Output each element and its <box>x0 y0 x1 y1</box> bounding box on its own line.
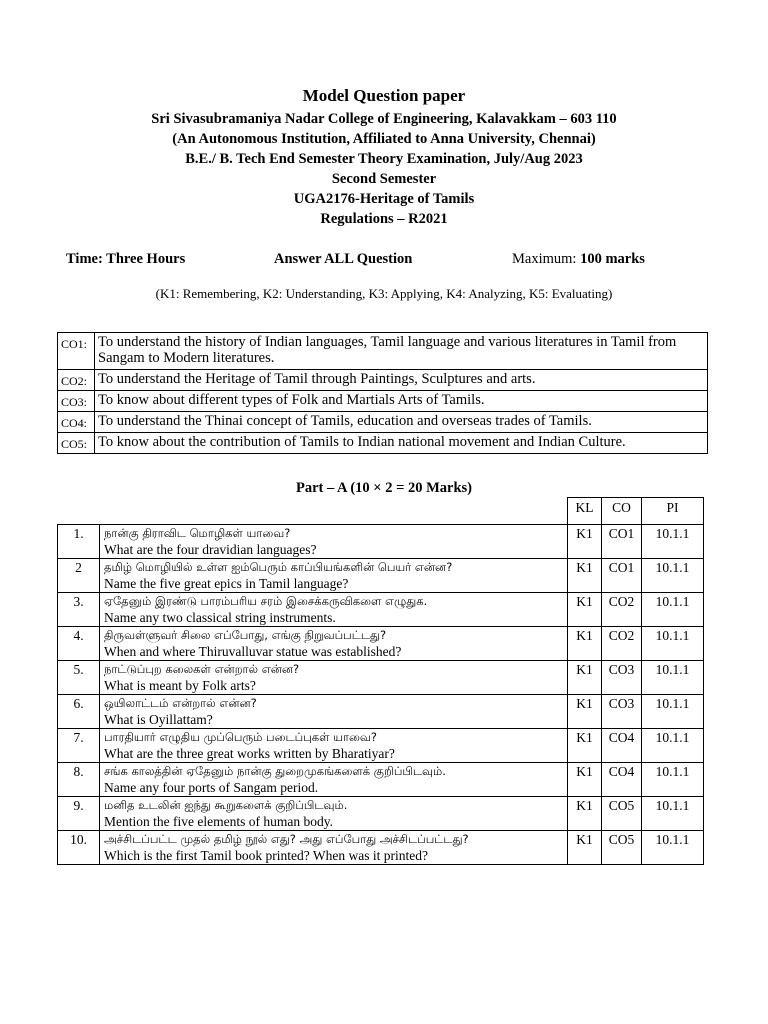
performance-indicator: 10.1.1 <box>642 661 704 695</box>
question-english: What is Oyillattam? <box>104 711 213 727</box>
column-header-kl: KL <box>568 498 602 525</box>
performance-indicator: 10.1.1 <box>642 593 704 627</box>
question-tamil: அச்சிடப்பட்ட முதல் தமிழ் நூல் எது? அது எப்போது அச்சிடப்பட்டது? <box>104 832 469 846</box>
instruction-label: Answer ALL Question <box>274 251 413 267</box>
question-row <box>58 763 704 797</box>
course-outcome: CO4 <box>602 729 642 763</box>
question-row <box>58 661 704 695</box>
exam-name: B.E./ B. Tech End Semester Theory Examination, July/Aug 2023 <box>185 151 583 167</box>
question-row <box>58 797 704 831</box>
question-number: 4. <box>58 627 100 661</box>
performance-indicator: 10.1.1 <box>642 831 704 865</box>
question-text <box>100 729 568 763</box>
question-tamil: தமிழ் மொழியில் உள்ள ஐம்பெரும் காப்பியங்களின் பெயர் என்ன? <box>104 560 453 574</box>
question-text <box>100 695 568 729</box>
performance-indicator: 10.1.1 <box>642 525 704 559</box>
question-row <box>58 831 704 865</box>
knowledge-level: K1 <box>568 525 602 559</box>
question-text <box>100 831 568 865</box>
semester: Second Semester <box>331 171 437 187</box>
question-tamil: நான்கு திராவிட மொழிகள் யாவை? <box>104 526 291 540</box>
question-english: Mention the five elements of human body. <box>104 813 333 829</box>
course-outcome-text: To understand the history of Indian languages, Tamil language and various literatures in Tamil from Sangam to Modern literatures. <box>95 333 708 370</box>
question-row <box>58 525 704 559</box>
course-outcome: CO2 <box>602 627 642 661</box>
course-outcome-text: To understand the Thinai concept of Tamils, education and overseas trades of Tamils. <box>95 412 708 433</box>
question-english: What are the three great works written by Bharatiyar? <box>104 745 395 761</box>
question-english: Name the five great epics in Tamil language? <box>104 575 349 591</box>
column-header-pi: PI <box>642 498 704 525</box>
part-a-questions-table <box>57 497 704 865</box>
knowledge-level: K1 <box>568 593 602 627</box>
question-text <box>100 525 568 559</box>
question-text <box>100 559 568 593</box>
knowledge-level: K1 <box>568 729 602 763</box>
question-row <box>58 627 704 661</box>
course-outcome-row <box>58 391 708 412</box>
table-header-row <box>58 498 704 525</box>
question-row <box>58 729 704 763</box>
knowledge-level: K1 <box>568 559 602 593</box>
course-outcome-id: CO5: <box>58 433 95 454</box>
question-row <box>58 593 704 627</box>
question-row <box>58 559 704 593</box>
regulations: Regulations – R2021 <box>320 211 448 227</box>
question-tamil: நாட்டுப்புற கலைகள் என்றால் என்ன? <box>104 662 300 676</box>
question-number: 2 <box>58 559 100 593</box>
question-tamil: திருவள்ளுவர் சிலை எப்போது, எங்கு நிறுவப்பட்டது? <box>104 628 387 642</box>
time-label: Time: Three Hours <box>66 251 186 267</box>
institution-name: Sri Sivasubramaniya Nadar College of Engineering, Kalavakkam – 603 110 <box>151 111 617 127</box>
course-outcome-id: CO4: <box>58 412 95 433</box>
question-number: 5. <box>58 661 100 695</box>
course-outcome: CO3 <box>602 661 642 695</box>
institution-header <box>0 109 768 229</box>
question-english: What are the four dravidian languages? <box>104 541 317 557</box>
question-text <box>100 661 568 695</box>
question-english: Name any four ports of Sangam period. <box>104 779 319 795</box>
question-number: 9. <box>58 797 100 831</box>
course-outcome-id: CO1: <box>58 333 95 370</box>
question-english: When and where Thiruvalluvar statue was established? <box>104 643 402 659</box>
performance-indicator: 10.1.1 <box>642 559 704 593</box>
performance-indicator: 10.1.1 <box>642 627 704 661</box>
course-outcome-text: To know about the contribution of Tamils to Indian national movement and Indian Culture. <box>95 433 708 454</box>
performance-indicator: 10.1.1 <box>642 797 704 831</box>
performance-indicator: 10.1.1 <box>642 729 704 763</box>
course-outcome: CO4 <box>602 763 642 797</box>
question-tamil: மனித உடலின் ஐந்து கூறுகளைக் குறிப்பிடவும். <box>104 798 348 812</box>
max-marks-label: Maximum: <box>512 251 577 267</box>
performance-indicator: 10.1.1 <box>642 763 704 797</box>
question-number: 7. <box>58 729 100 763</box>
course-outcome: CO1 <box>602 559 642 593</box>
question-english: Name any two classical string instruments. <box>104 609 336 625</box>
course-outcome: CO2 <box>602 593 642 627</box>
question-english: Which is the first Tamil book printed? When was it printed? <box>104 847 428 863</box>
course-outcome-row <box>58 370 708 391</box>
question-tamil: ஏதேனும் இரண்டு பாரம்பரிய சரம் இசைக்கருவிகளை எழுதுக. <box>104 594 428 608</box>
institution-affiliation: (An Autonomous Institution, Affiliated to Anna University, Chennai) <box>172 131 596 147</box>
course-outcomes-table <box>57 332 708 454</box>
knowledge-level: K1 <box>568 695 602 729</box>
course-name: UGA2176-Heritage of Tamils <box>293 191 475 207</box>
course-outcome-row <box>58 333 708 370</box>
document-title: Model Question paper <box>302 86 466 105</box>
question-number: 1. <box>58 525 100 559</box>
course-outcome: CO1 <box>602 525 642 559</box>
question-number: 10. <box>58 831 100 865</box>
course-outcome: CO3 <box>602 695 642 729</box>
knowledge-level: K1 <box>568 763 602 797</box>
question-tamil: பாரதியார் எழுதிய முப்பெரும் படைப்புகள் யாவை? <box>104 730 378 744</box>
performance-indicator: 10.1.1 <box>642 695 704 729</box>
question-number: 3. <box>58 593 100 627</box>
knowledge-level: K1 <box>568 627 602 661</box>
course-outcome-row <box>58 433 708 454</box>
question-english: What is meant by Folk arts? <box>104 677 256 693</box>
question-number: 8. <box>58 763 100 797</box>
question-tamil: சங்க காலத்தின் ஏதேனும் நான்கு துறைமுகங்களைக் குறிப்பிடவும். <box>104 764 446 778</box>
course-outcome-text: To understand the Heritage of Tamil through Paintings, Sculptures and arts. <box>95 370 708 391</box>
question-text <box>100 593 568 627</box>
question-number: 6. <box>58 695 100 729</box>
course-outcome-id: CO3: <box>58 391 95 412</box>
course-outcome: CO5 <box>602 831 642 865</box>
max-marks-value: 100 marks <box>580 251 645 267</box>
course-outcome-text: To know about different types of Folk and Martials Arts of Tamils. <box>95 391 708 412</box>
max-marks <box>512 251 645 268</box>
knowledge-level: K1 <box>568 797 602 831</box>
course-outcome: CO5 <box>602 797 642 831</box>
question-row <box>58 695 704 729</box>
question-text <box>100 763 568 797</box>
question-text <box>100 797 568 831</box>
column-header-co: CO <box>602 498 642 525</box>
part-a-heading: Part – A (10 × 2 = 20 Marks) <box>295 480 472 496</box>
knowledge-level: K1 <box>568 831 602 865</box>
knowledge-level-legend: (K1: Remembering, K2: Understanding, K3: Applying, K4: Analyzing, K5: Evaluating) <box>155 286 613 301</box>
question-tamil: ஒயிலாட்டம் என்றால் என்ன? <box>104 696 257 710</box>
knowledge-level: K1 <box>568 661 602 695</box>
course-outcome-row <box>58 412 708 433</box>
course-outcome-id: CO2: <box>58 370 95 391</box>
question-text <box>100 627 568 661</box>
exam-meta <box>0 251 768 271</box>
